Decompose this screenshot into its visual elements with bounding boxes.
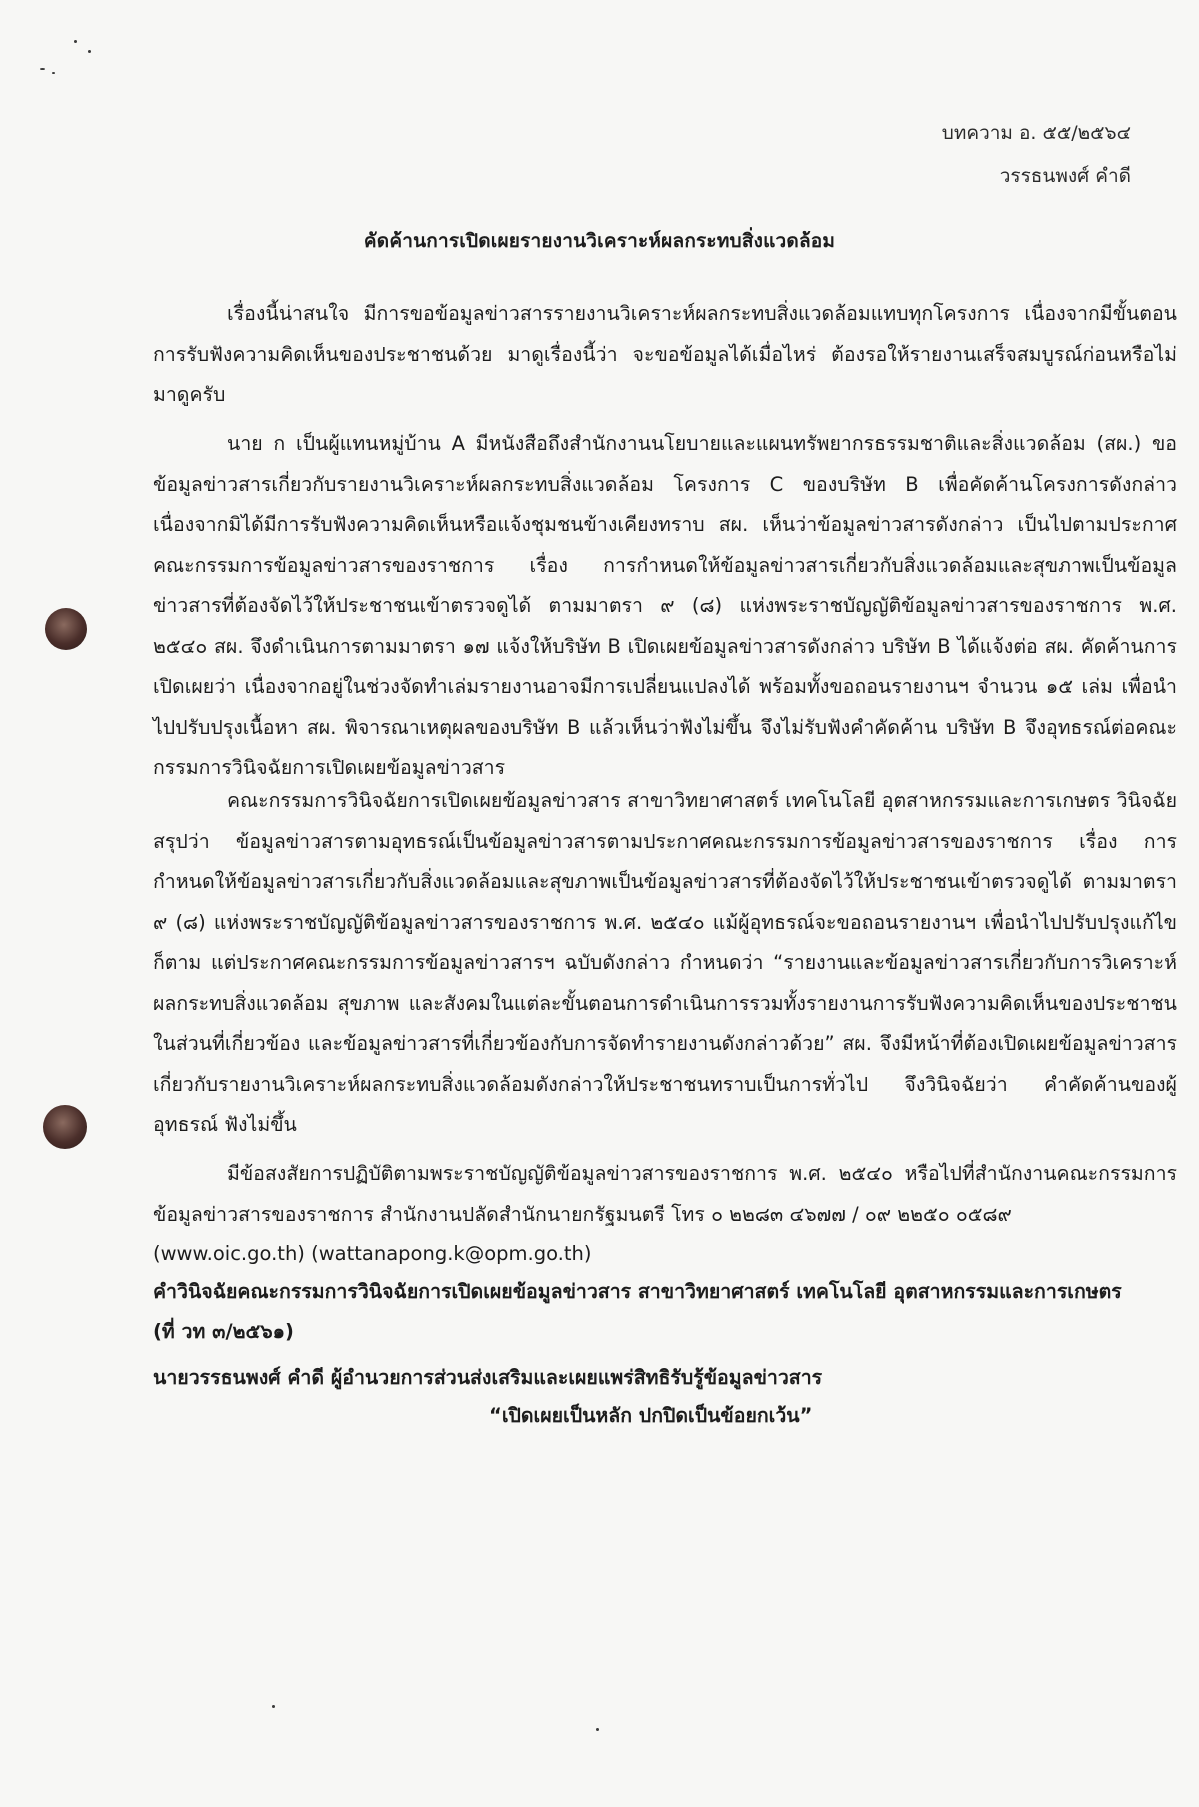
punch-hole [45, 608, 87, 650]
punch-hole [43, 1105, 87, 1149]
scan-speck [40, 68, 45, 70]
document-header [942, 112, 1131, 198]
decision-reference: คำวินิจฉัยคณะกรรมการวินิจฉัยการเปิดเผยข้อมูลข่าวสาร สาขาวิทยาศาสตร์ เทคโนโลยี อุตสาหกรรมและการเกษตร [153, 1280, 1122, 1303]
document-title: คัดค้านการเปิดเผยรายงานวิเคราะห์ผลกระทบสิ่งแวดล้อม [363, 230, 836, 252]
scan-speck [52, 72, 55, 74]
paragraph-text: มีข้อสงสัยการปฏิบัติตามพระราชบัญญัติข้อมูลข่าวสารของราชการ พ.ศ. ๒๕๔๐ หรือไปที่สำนักงานคณะกรรมการข้อมูลข่าวสารของราชการ สำนักงานปลัดสำนักนายกรัฐมนตรี โทร ๐ ๒๒๘๓ ๔๖๗๗ / ๐๙ ๒๒๕๐ ๐๕๘๙ [153, 1162, 1177, 1226]
decision-number: (ที่ วท ๓/๒๕๖๑) [153, 1320, 294, 1343]
document-reference: บทความ อ. ๕๕/๒๕๖๔ [941, 122, 1131, 144]
paragraph-facts [153, 424, 1177, 789]
paragraph-text: เรื่องนี้น่าสนใจ มีการขอข้อมูลข่าวสารรายงานวิเคราะห์ผลกระทบสิ่งแวดล้อมแทบทุกโครงการ เนื่องจากมีขั้นตอนการรับฟังความคิดเห็นของประชาชนด้วย มาดูเรื่องนี้ว่า จะขอข้อมูลได้เมื่อไหร่ ต้องรอให้รายงานเสร็จสมบูรณ์ก่อนหรือไม่ มาดูครับ [153, 302, 1177, 406]
contact-links: (www.oic.go.th) (wattanapong.k@opm.go.th) [153, 1242, 592, 1265]
author-name: วรรธนพงศ์ คำดี [999, 165, 1131, 187]
paragraph-ruling [153, 781, 1177, 1146]
slogan: “เปิดเผยเป็นหลัก ปกปิดเป็นข้อยกเว้น” [489, 1404, 813, 1427]
scan-speck [272, 1705, 275, 1708]
scan-speck [596, 1728, 599, 1731]
director-signature-line: นายวรรธนพงศ์ คำดี ผู้อำนวยการส่วนส่งเสริมและเผยแพร่สิทธิรับรู้ข้อมูลข่าวสาร [153, 1366, 823, 1389]
scan-speck [88, 50, 91, 53]
paragraph-text: นาย ก เป็นผู้แทนหมู่บ้าน A มีหนังสือถึงสำนักงานนโยบายและแผนทรัพยากรธรรมชาติและสิ่งแวดล้อม (สผ.) ขอข้อมูลข่าวสารเกี่ยวกับรายงานวิเคราะห์ผลกระทบสิ่งแวดล้อม โครงการ C ของบริษัท B เพื่อคัดค้านโครงการดังกล่าว เนื่องจากมิได้มีการรับฟังความคิดเห็นหรือแจ้งชุมชนข้างเคียงทราบ สผ. เห็นว่าข้อมูลข่าวสารดังกล่าว เป็นไปตามประกาศคณะกรรมการข้อมูลข่าวสารของราชการ เรื่อง การกำหนดให้ข้อมูลข่าวสารเกี่ยวกับสิ่งแวดล้อมและสุขภาพเป็นข้อมูลข่าวสารที่ต้องจัดไว้ให้ประชาชนเข้าตรวจดูได้ ตามมาตรา ๙ (๘) แห่งพระราชบัญญัติข้อมูลข่าวสารของราชการ พ.ศ. ๒๕๔๐ สผ. จึงดำเนินการตามมาตรา ๑๗ แจ้งให้บริษัท B เปิดเผยข้อมูลข่าวสารดังกล่าว บริษัท B ได้แจ้งต่อ สผ. คัดค้านการเปิดเผยว่า เนื่องจากอยู่ในช่วงจัดทำเล่มรายงานอาจมีการเปลี่ยนแปลงได้ พร้อมทั้งขอถอนรายงานฯ จำนวน ๑๕ เล่ม เพื่อนำไปปรับปรุงเนื้อหา สผ. พิจารณาเหตุผลของบริษัท B แล้วเห็นว่าฟังไม่ขึ้น จึงไม่รับฟังคำคัดค้าน บริษัท B จึงอุทธรณ์ต่อคณะกรรมการวินิจฉัยการเปิดเผยข้อมูลข่าวสาร [153, 432, 1177, 779]
paragraph-inquiry [153, 1154, 1177, 1235]
paragraph-intro [153, 294, 1177, 416]
paragraph-text: คณะกรรมการวินิจฉัยการเปิดเผยข้อมูลข่าวสาร สาขาวิทยาศาสตร์ เทคโนโลยี อุตสาหกรรมและการเกษตร วินิจฉัยสรุปว่า ข้อมูลข่าวสารตามอุทธรณ์เป็นข้อมูลข่าวสารตามประกาศคณะกรรมการข้อมูลข่าวสารของราชการ เรื่อง การกำหนดให้ข้อมูลข่าวสารเกี่ยวกับสิ่งแวดล้อมและสุขภาพเป็นข้อมูลข่าวสารที่ต้องจัดไว้ให้ประชาชนเข้าตรวจดูได้ ตามมาตรา ๙ (๘) แห่งพระราชบัญญัติข้อมูลข่าวสารของราชการ พ.ศ. ๒๕๔๐ แม้ผู้อุทธรณ์จะขอถอนรายงานฯ เพื่อนำไปปรับปรุงแก้ไขก็ตาม แต่ประกาศคณะกรรมการข้อมูลข่าวสารฯ ฉบับดังกล่าว กำหนดว่า “รายงานและข้อมูลข่าวสารเกี่ยวกับการวิเคราะห์ผลกระทบสิ่งแวดล้อม สุขภาพ และสังคมในแต่ละขั้นตอนการดำเนินการรวมทั้งรายงานการรับฟังความคิดเห็นของประชาชนในส่วนที่เกี่ยวข้อง และข้อมูลข่าวสารที่เกี่ยวข้องกับการจัดทำรายงานดังกล่าวด้วย” สผ. จึงมีหน้าที่ต้องเปิดเผยข้อมูลข่าวสารเกี่ยวกับรายงานวิเคราะห์ผลกระทบสิ่งแวดล้อมดังกล่าวให้ประชาชนทราบเป็นการทั่วไป จึงวินิจฉัยว่า คำคัดค้านของผู้อุทธรณ์ ฟังไม่ขึ้น [153, 789, 1177, 1136]
scan-speck [74, 40, 77, 43]
